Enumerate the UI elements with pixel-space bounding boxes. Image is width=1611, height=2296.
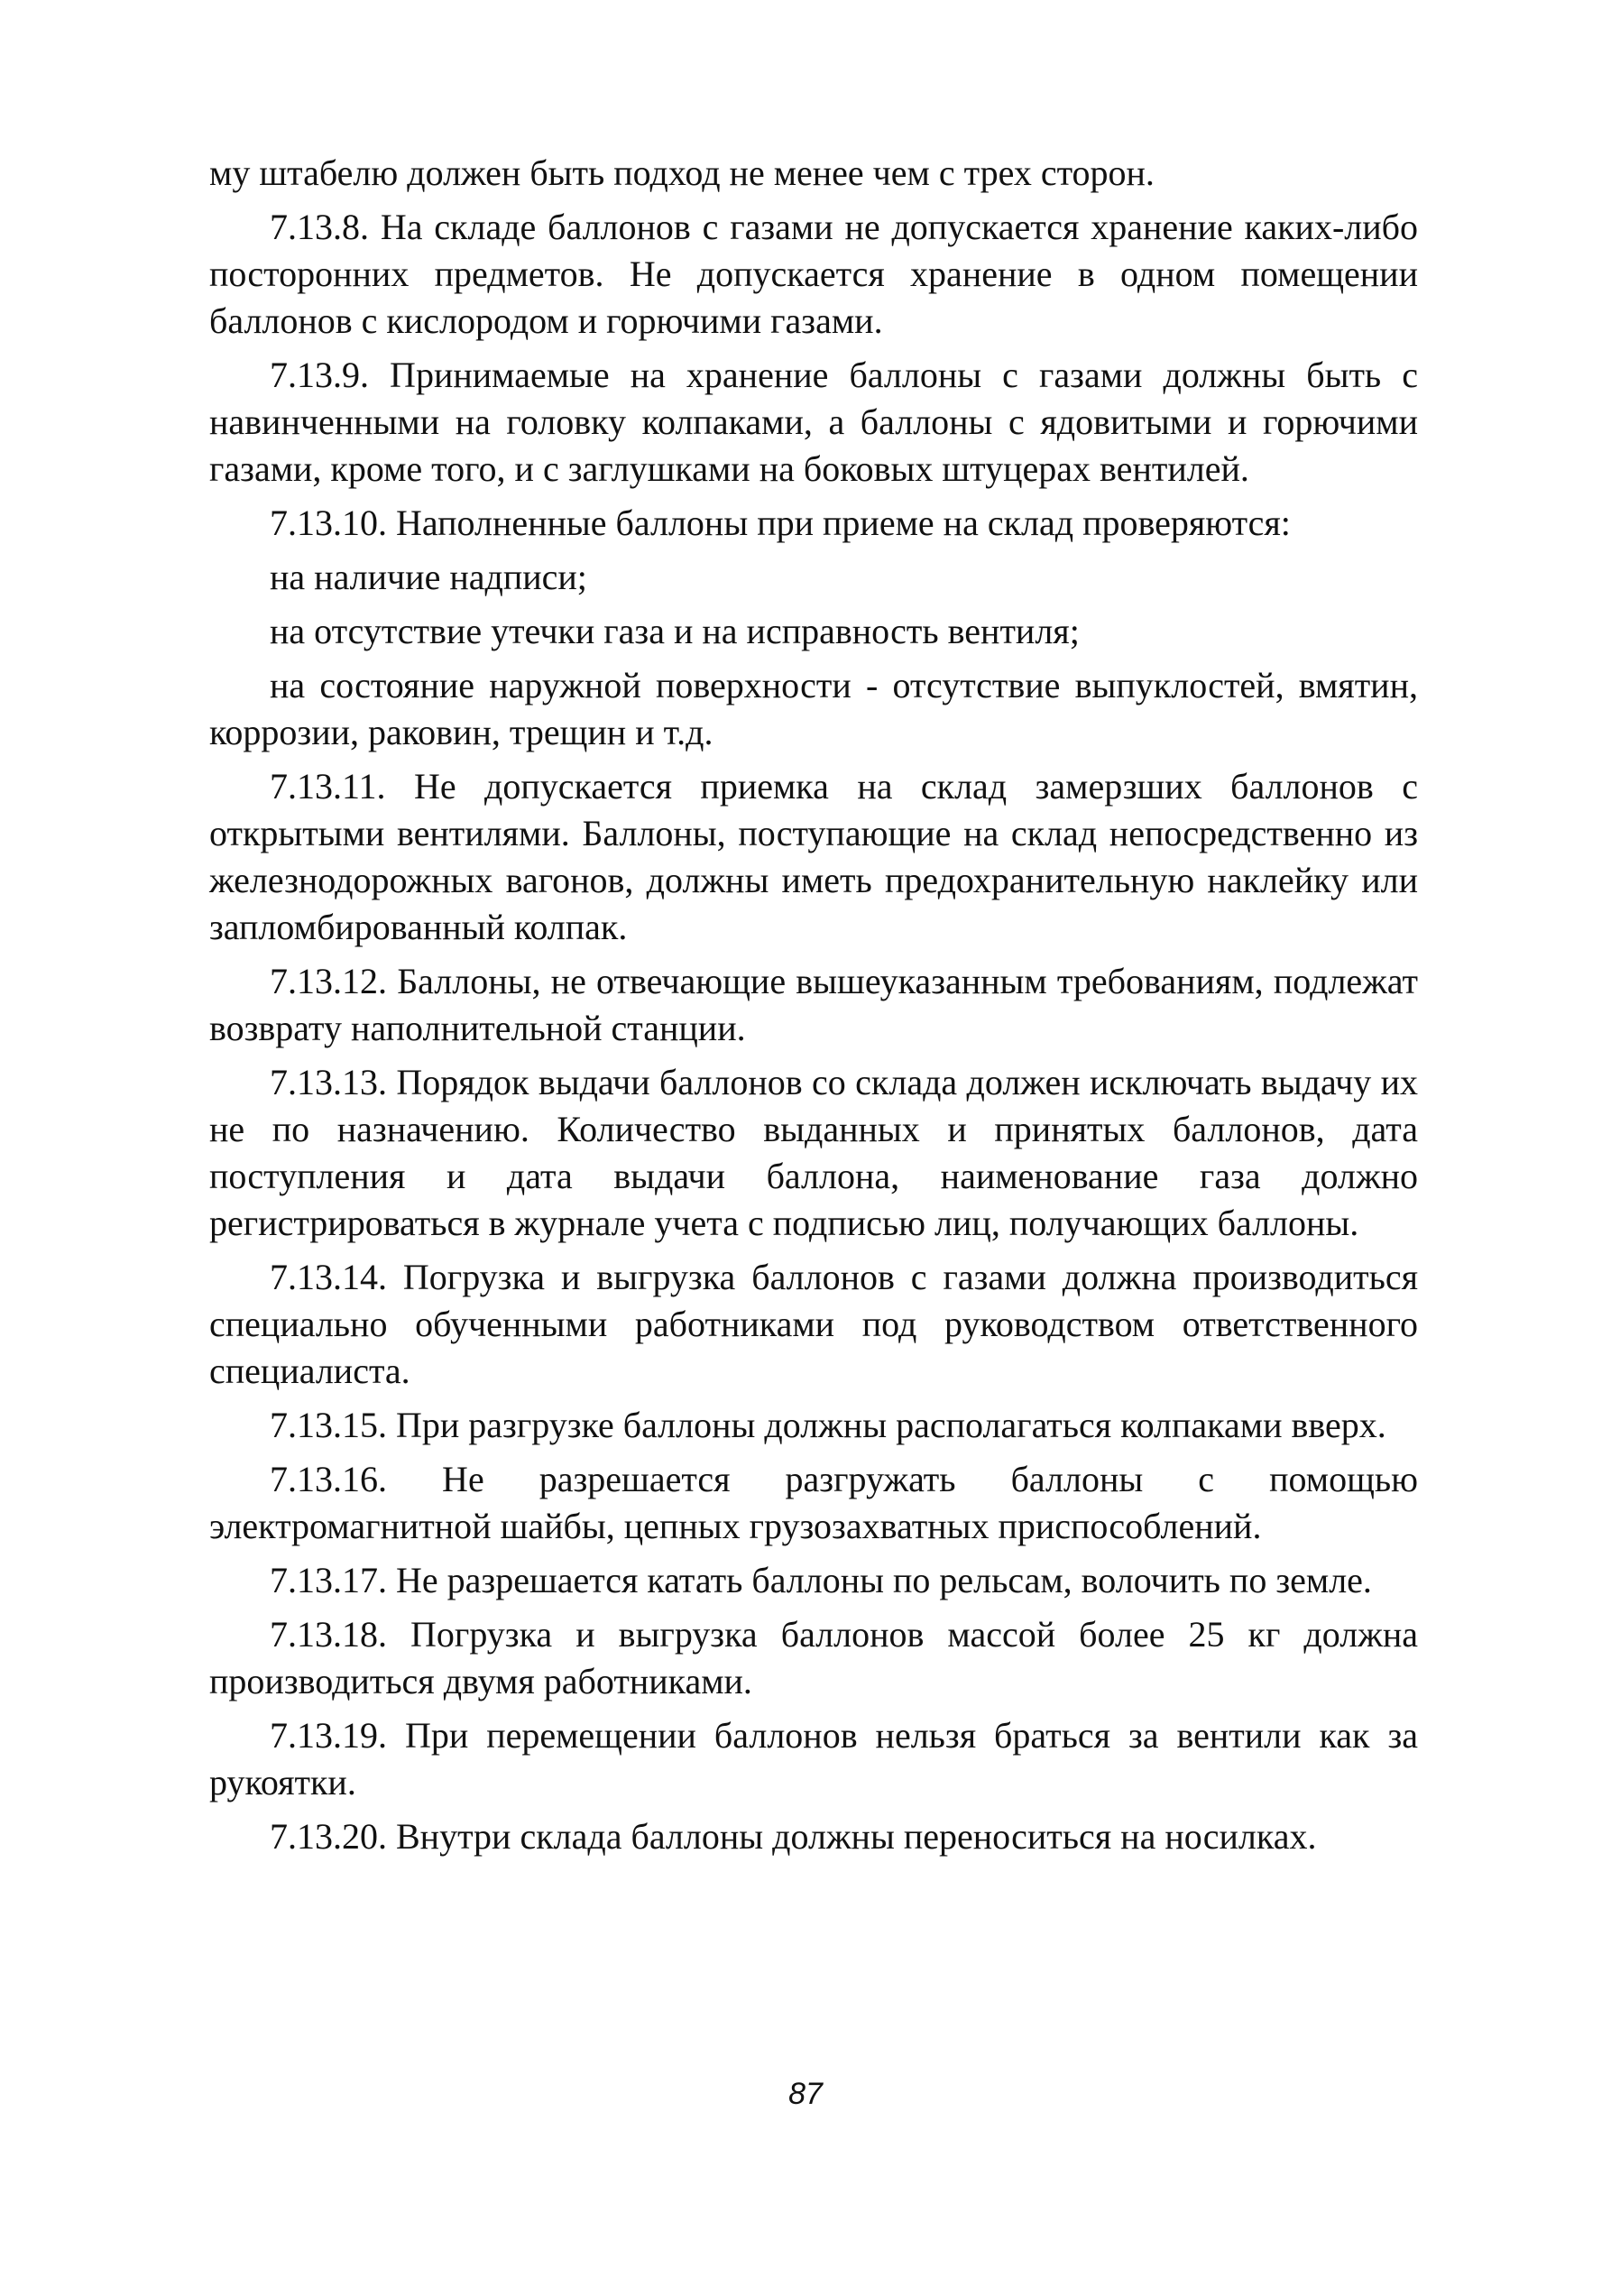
paragraph-7-13-14: 7.13.14. Погрузка и выгрузка баллонов с газами должна производиться специально обученными работниками под руководством ответственного специалиста. [209,1257,1418,1391]
check-item-leak: на отсутствие утечки газа и на исправность вентиля; [270,611,1080,651]
paragraph-7-13-15: 7.13.15. При разгрузке баллоны должны располагаться колпаками вверх. [270,1405,1386,1445]
paragraph-7-13-16: 7.13.16. Не разрешается разгружать баллоны с помощью электромагнитной шайбы, цепных грузозахватных приспособлений. [209,1459,1418,1546]
page-number: 87 [788,2077,823,2111]
paragraph-7-13-20: 7.13.20. Внутри склада баллоны должны переноситься на носилках. [270,1816,1317,1857]
paragraph-continuation: му штабелю должен быть подход не менее чем с трех сторон. [209,152,1155,193]
check-item-surface: на состояние наружной поверхности - отсутствие выпуклостей, вмятин, коррозии, раковин, трещин и т.д. [209,665,1418,752]
paragraph-7-13-10: 7.13.10. Наполненные баллоны при приеме на склад проверяются: [270,503,1291,543]
paragraph-7-13-11: 7.13.11. Не допускается приемка на склад замерзших баллонов с открытыми вентилями. Баллоны, поступающие на склад непосредственно из железнодорожных вагонов, должны иметь предохранительную наклейку или запломбированный колпак. [209,766,1418,947]
paragraph-7-13-9: 7.13.9. Принимаемые на хранение баллоны с газами должны быть с навинченными на головку колпаками, а баллоны с ядовитыми и горючими газами, кроме того, и с заглушками на боковых штуцерах вентилей. [209,355,1418,489]
paragraph-7-13-17: 7.13.17. Не разрешается катать баллоны по рельсам, волочить по земле. [270,1560,1372,1600]
body-text [209,150,1418,1867]
paragraph-7-13-13: 7.13.13. Порядок выдачи баллонов со склада должен исключать выдачу их не по назначению. Количество выданных и принятых баллонов, дата поступления и дата выдачи баллона, наименование газа должно регистрироваться в журнале учета с подписью лиц, получающих баллоны. [209,1062,1418,1243]
paragraph-7-13-19: 7.13.19. При перемещении баллонов нельзя браться за вентили как за рукоятки. [209,1715,1418,1803]
paragraph-7-13-8: 7.13.8. На складе баллонов с газами не допускается хранение каких-либо посторонних предметов. Не допускается хранение в одном помещении баллонов с кислородом и горючими газами. [209,207,1418,341]
paragraph-7-13-18: 7.13.18. Погрузка и выгрузка баллонов массой более 25 кг должна производиться двумя работниками. [209,1614,1418,1701]
paragraph-7-13-12: 7.13.12. Баллоны, не отвечающие вышеуказанным требованиям, подлежат возврату наполнительной станции. [209,961,1418,1048]
check-item-inscription: на наличие надписи; [270,557,587,597]
